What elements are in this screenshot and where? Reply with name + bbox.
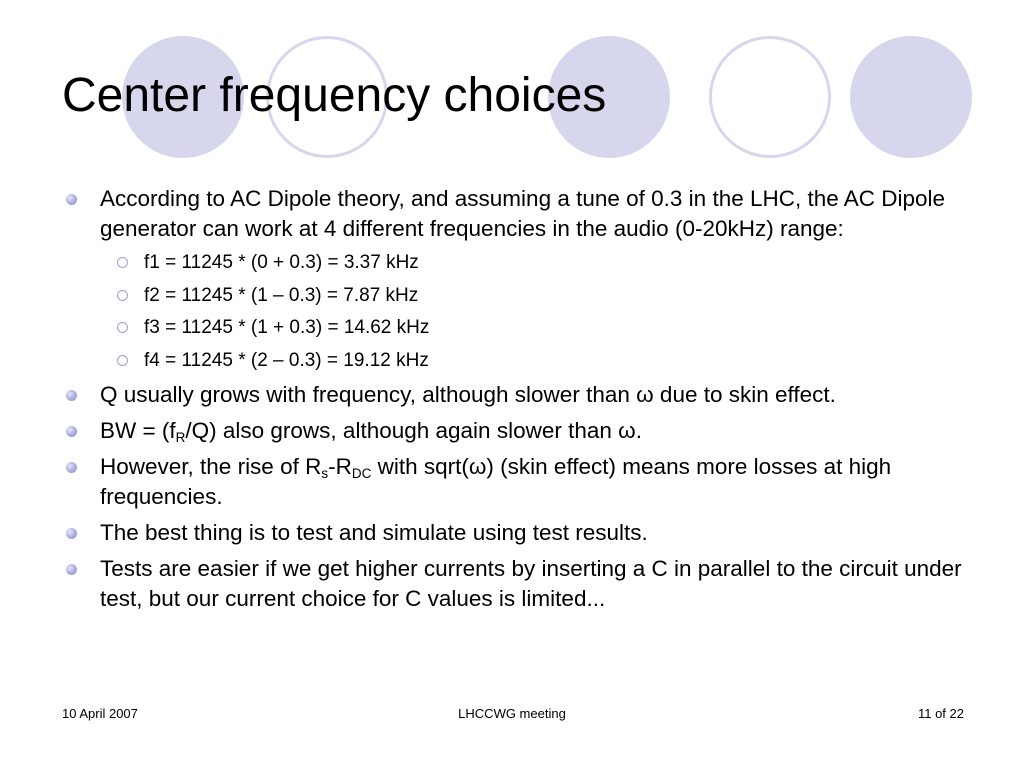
sub-bullet-icon xyxy=(117,257,128,268)
decor-circle-4 xyxy=(709,36,831,158)
footer-event: LHCCWG meeting xyxy=(458,706,566,721)
bullet-icon xyxy=(66,528,77,539)
bullet-icon xyxy=(66,426,77,437)
decor-circle-5 xyxy=(850,36,972,158)
bullet-icon xyxy=(66,462,77,473)
sub-bullet-text: f3 = 11245 * (1 + 0.3) = 14.62 kHz xyxy=(144,317,430,338)
sub-bullet-text: f2 = 11245 * (1 – 0.3) = 7.87 kHz xyxy=(144,284,419,306)
slide-title: Center frequency choices xyxy=(62,69,607,122)
bullet-text: Q usually grows with frequency, although slower than ω due to skin effect. xyxy=(100,382,836,407)
bullet-skin-effect-losses xyxy=(62,452,962,512)
bullet-icon xyxy=(66,390,77,401)
bullet-text: The best thing is to test and simulate using test results. xyxy=(100,520,648,545)
footer-date: 10 April 2007 xyxy=(62,706,138,721)
subscript-r: R xyxy=(175,430,186,446)
bullet-tests-easier xyxy=(62,554,962,614)
bullet-text-prefix: However, the rise of R xyxy=(100,454,322,479)
sub-bullet-f3 xyxy=(62,315,962,341)
bullet-text-suffix: /Q) also grows, although again slower than ω. xyxy=(185,418,642,443)
bullet-text-middle: -R xyxy=(328,454,352,479)
sub-bullet-f4 xyxy=(62,348,962,374)
bullet-text-suffix: with sqrt(ω) (skin effect) means more losses at high frequencies. xyxy=(100,454,892,509)
sub-bullet-icon xyxy=(117,355,128,366)
bullet-text: According to AC Dipole theory, and assuming a tune of 0.3 in the LHC, the AC Dipole generator can work at 4 different frequencies in the audio (0-20kHz) range: xyxy=(100,186,946,241)
bullet-text: Tests are easier if we get higher currents by inserting a C in parallel to the circuit under test, but our current choice for C values is limited... xyxy=(100,556,962,611)
sub-bullet-icon xyxy=(117,290,128,301)
sub-bullet-text: f4 = 11245 * (2 – 0.3) = 19.12 kHz xyxy=(144,349,429,371)
sub-bullet-text: f1 = 11245 * (0 + 0.3) = 3.37 kHz xyxy=(144,252,419,273)
sub-bullet-f2 xyxy=(62,283,962,309)
bullet-q-frequency xyxy=(62,380,962,410)
bullet-icon xyxy=(66,564,77,575)
bullet-ac-dipole xyxy=(62,184,962,244)
sub-bullet-icon xyxy=(117,322,128,333)
sub-bullet-f1 xyxy=(62,250,962,276)
bullet-best-thing xyxy=(62,518,962,548)
footer-page-number: 11 of 22 xyxy=(917,706,964,721)
bullet-bandwidth xyxy=(62,416,962,446)
bullet-text-prefix: BW = (f xyxy=(100,418,176,443)
slide-body xyxy=(62,184,962,620)
subscript-s: s xyxy=(321,466,329,482)
bullet-icon xyxy=(66,194,77,205)
subscript-dc: DC xyxy=(351,466,372,482)
